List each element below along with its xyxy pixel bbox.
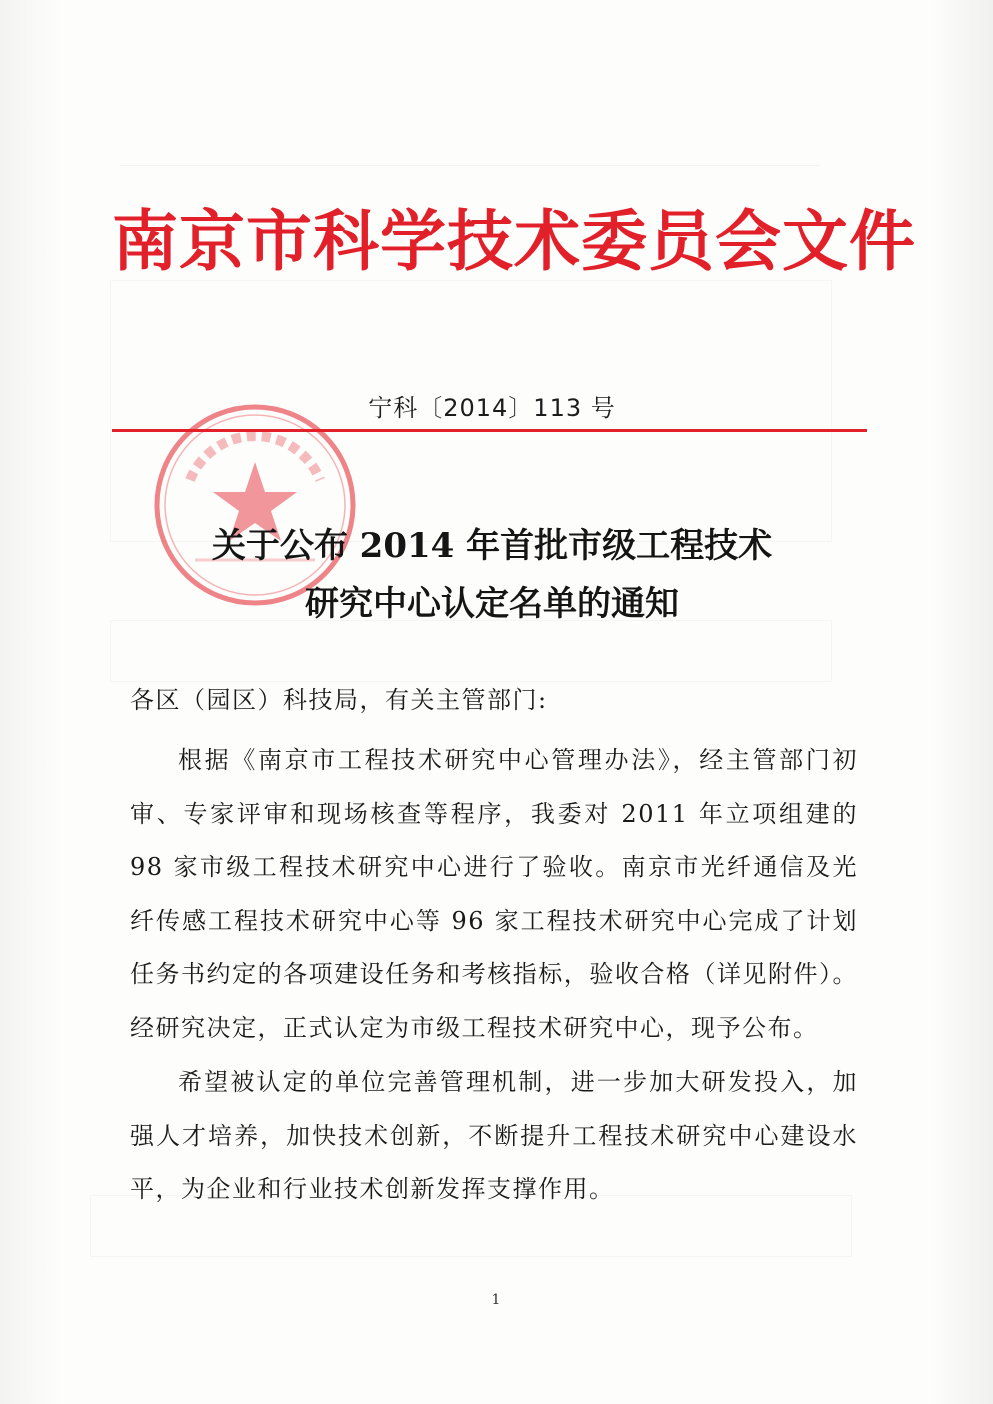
- show-through-decoration: [110, 620, 832, 682]
- show-through-decoration: [120, 135, 820, 166]
- body-paragraph-2: 希望被认定的单位完善管理机制，进一步加大研发投入，加强人才培养，加快技术创新，不断提升工程技术研究中心建设水平，为企业和行业技术创新发挥支撑作用。: [130, 1068, 858, 1203]
- salutation: 各区（园区）科技局，有关主管部门:: [130, 686, 548, 714]
- body-paragraph-1: 根据《南京市工程技术研究中心管理办法》，经主管部门初审、专家评审和现场核查等程序，我委对 2011 年立项组建的 98 家市级工程技术研究中心进行了验收。南京市光纤通信及光纤传感工程技术研究中心等 96 家工程技术研究中心完成了计划任务书约定的各项建设任务和考核指标，验收合格（详见附件）。经研究决定，正式认定为市级工程技术研究中心，现予公布。: [130, 746, 858, 1042]
- page-number: 1: [491, 1292, 501, 1308]
- notice-title-line-2: 研究中心认定名单的通知: [305, 584, 679, 624]
- document-masthead: 南京市科学技术委员会文件: [112, 202, 916, 280]
- notice-title-line-1: 关于公布 2014 年首批市级工程技术: [211, 526, 773, 566]
- document-number: 宁科〔2014〕113 号: [368, 394, 616, 422]
